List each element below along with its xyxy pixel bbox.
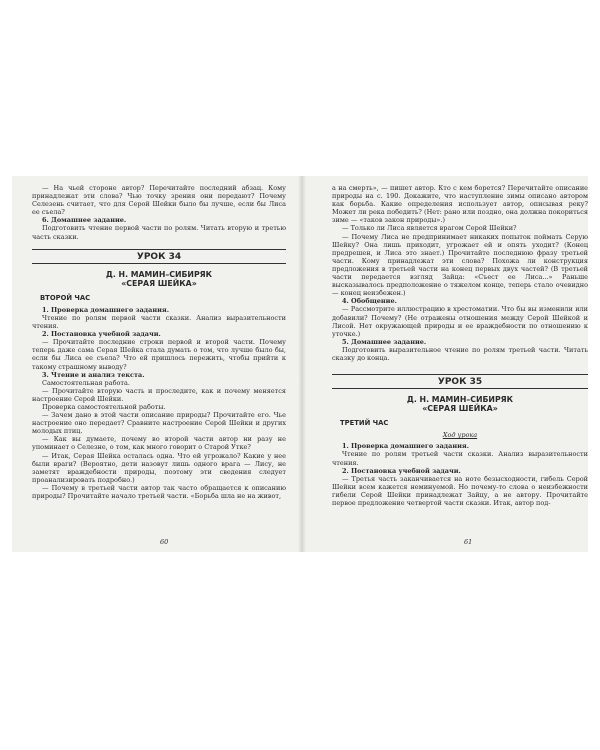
author-heading: Д. Н. МАМИН–СИБИРЯК [406, 395, 514, 405]
paragraph: — На чьей стороне автор? Перечитайте последний абзац. Кому принадлежат эти слова? Чью точку зрения они передают? Почему Селезень считает, что для Серой Шейки было бы лучше, если бы Лиса ее съела? [32, 184, 286, 217]
section-heading: 1. Проверка домашнего задания. [342, 442, 469, 451]
paragraph: Проверка самостоятельной работы. [42, 402, 166, 411]
paragraph: — Прочитайте вторую часть и проследите, как и почему меняется настроение Серой Шейки. [32, 386, 286, 403]
paragraph: — Рассмотрите иллюстрацию в хрестоматии. Что бы вы изменили или добавили? Почему? (Не отражены отношения между Серой Шейкой и Лисой. Нет окружающей природы и ее враждебности по отношению к уточке.) [332, 305, 588, 338]
section-heading: 1. Проверка домашнего задания. [42, 305, 169, 314]
paragraph: — Зачем дано в этой части описание природы? Прочитайте его. Чье настроение оно передает? Сравните настроение Серой Шейки и других молодых птиц. [32, 411, 286, 436]
hour-heading: ВТОРОЙ ЧАС [40, 293, 91, 302]
author-heading: Д. Н. МАМИН–СИБИРЯК [105, 269, 213, 279]
paragraph: — Только ли Лиса является врагом Серой Шейки? [342, 224, 517, 233]
lesson-title: УРОК 35 [437, 377, 483, 388]
story-heading: «СЕРАЯ ШЕЙКА» [121, 278, 197, 288]
book-spread [12, 176, 588, 552]
paragraph: а на смерть», — пишет автор. Кто с кем борется? Перечитайте описание природы на с. 190. Докажите, что наступление зимы описано автором как борьба. Какие определения использует автор, описывая реку? Может ли река победить? (Нет: рано или поздно, она должна покориться зиме — «таков закон природы».) [332, 184, 588, 225]
paragraph: — Прочитайте последние строки первой и второй части. Почему теперь даже сама Серая Шейка стала думать о том, что лучше было бы, если бы Лиса ее съела? Что ей пришлось пережить, чтобы прийти к такому страшному выводу? [32, 338, 286, 371]
paragraph: Самостоятельная работа. [42, 378, 130, 387]
page-number: 61 [464, 538, 473, 546]
section-heading: 2. Постановка учебной задачи. [42, 330, 161, 339]
paragraph: — Третья часть заканчивается на ноте безысходности, гибель Серой Шейки всем кажется неминуемой. Но почему-то слова о неизбежности гибели Серой Шейки принадлежат Зайцу, а не автору. Прочитайте первое предложение четвертой части сказки. Итак, автор под- [332, 474, 588, 507]
paragraph: — Почему в третьей части автор так часто обращается к описанию природы? Прочитайте начало третьей части. «Борьба шла не на живот, [32, 483, 286, 500]
course-heading: Ход урока [442, 431, 478, 440]
section-heading: 6. Домашнее задание. [42, 216, 127, 225]
page-number: 60 [160, 538, 169, 546]
paragraph: — Как вы думаете, почему во второй части автор ни разу не упоминает о Селезне, о том, как много говорит о Старой Утке? [32, 435, 286, 452]
paragraph: Подготовить чтение первой части по ролям. Читать вторую и третью часть сказки. [32, 224, 286, 241]
paragraph: — Итак, Серая Шейка осталась одна. Что ей угрожало? Какие у нее были враги? (Вероятно, дети назовут лишь одного врага — Лису, не заметят враждебности природы, поэтому эти сведения следует проанализировать подробно.) [32, 451, 286, 484]
right-page [332, 184, 588, 507]
hour-heading: ТРЕТИЙ ЧАС [340, 419, 389, 428]
story-heading: «СЕРАЯ ШЕЙКА» [422, 404, 498, 414]
section-heading: 2. Постановка учебной задачи. [342, 466, 461, 475]
section-heading: 5. Домашнее задание. [342, 337, 427, 346]
paragraph: Чтение по ролям первой части сказки. Анализ выразительности чтения. [32, 313, 286, 331]
paragraph: — Почему Лиса не предпринимает никаких попыток поймать Серую Шейку? Она лишь приходит, угрожает ей и опять уходит? (Конец предрешен, и Лиса это знает.) Прочитайте последнюю фразу третьей части. Кому принадлежат эти слова? Похожа ли конструкция предложения в третьей части на конец первых двух частей? (В третьей части передается взгляд Зайца: «Съест ее Лиса...» Раньше высказывалось предположение о тяжелом конце, теперь стало очевидно — конец неизбежен.) [332, 232, 588, 298]
book-gutter [298, 176, 306, 552]
section-heading: 4. Обобщение. [342, 297, 397, 306]
paragraph: Чтение по ролям третьей части сказки. Анализ выразительности чтения. [332, 450, 588, 467]
section-heading: 3. Чтение и анализ текста. [42, 370, 145, 379]
paragraph: Подготовить выразительное чтение по ролям третьей части. Читать сказку до конца. [332, 345, 588, 362]
left-page [32, 184, 286, 500]
lesson-title: УРОК 34 [136, 251, 182, 262]
